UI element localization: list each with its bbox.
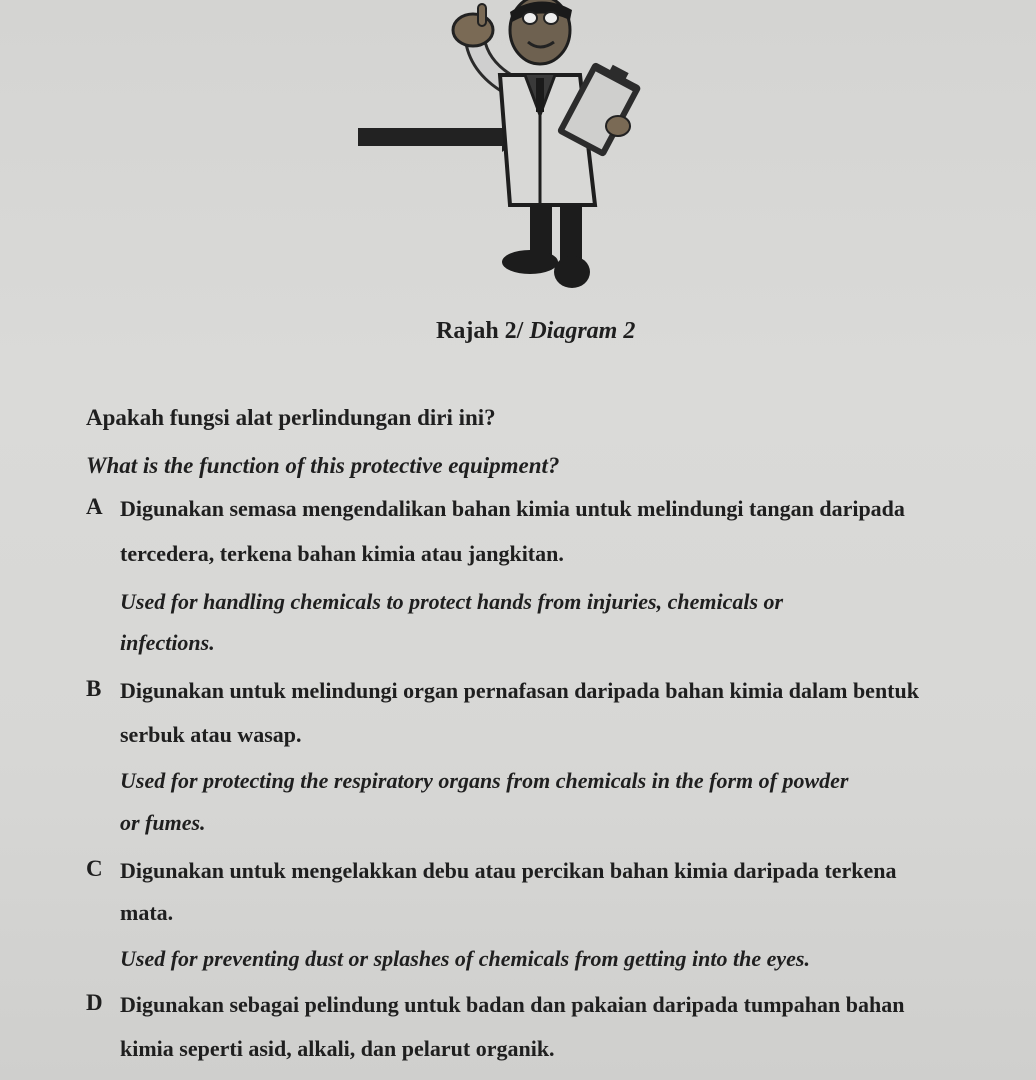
option-a-ms-line1: Digunakan semasa mengendalikan bahan kimia untuk melindungi tangan daripada xyxy=(120,496,905,521)
option-b-letter: B xyxy=(86,676,102,701)
option-b-en-line2: or fumes. xyxy=(120,810,206,835)
option-d-ms-line2: kimia seperti asid, alkali, dan pelarut organik. xyxy=(120,1036,555,1061)
option-d-letter: D xyxy=(86,990,103,1015)
option-a-en-line2: infections. xyxy=(120,630,215,655)
option-d-ms-line1: Digunakan sebagai pelindung untuk badan dan pakaian daripada tumpahan bahan xyxy=(120,992,905,1017)
option-b-ms-line2: serbuk atau wasap. xyxy=(120,722,302,747)
pointer-arrow xyxy=(358,128,508,146)
figure-caption-en: Diagram 2 xyxy=(529,318,636,344)
figure-caption: Rajah 2/ Diagram 2 xyxy=(436,318,636,344)
question-malay: Apakah fungsi alat perlindungan diri ini? xyxy=(86,405,496,430)
lab-coat-scientist-icon xyxy=(340,0,660,300)
option-a-en-line1: Used for handling chemicals to protect hands from injuries, chemicals or xyxy=(120,589,784,614)
option-b-en-line1: Used for protecting the respiratory organs from chemicals in the form of powder xyxy=(120,768,849,793)
option-c-ms-line1: Digunakan untuk mengelakkan debu atau percikan bahan kimia daripada terkena xyxy=(120,858,897,883)
option-a-letter: A xyxy=(86,494,103,519)
option-b-ms-line1: Digunakan untuk melindungi organ pernafasan daripada bahan kimia dalam bentuk xyxy=(120,678,919,703)
option-a-ms-line2: tercedera, terkena bahan kimia atau jangkitan. xyxy=(120,541,564,566)
option-c-ms-line2: mata. xyxy=(120,900,174,925)
option-c-en-line1: Used for preventing dust or splashes of chemicals from getting into the eyes. xyxy=(120,946,810,971)
question-english: What is the function of this protective equipment? xyxy=(86,453,560,478)
option-c-letter: C xyxy=(86,856,103,881)
